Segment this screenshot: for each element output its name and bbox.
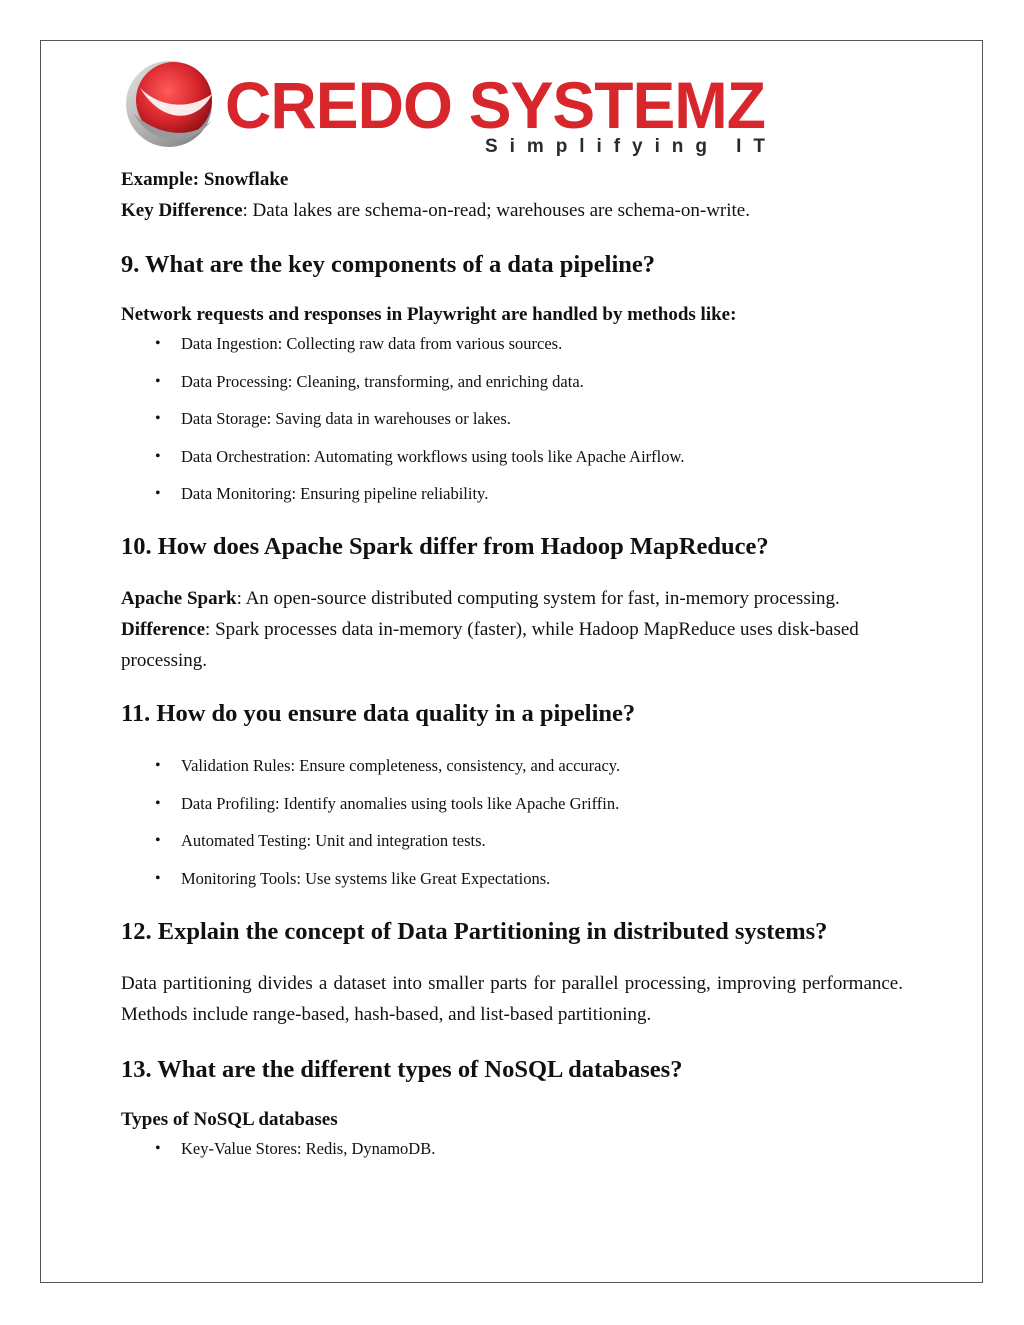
list-item: • Data Monitoring: Ensuring pipeline reliability. (121, 483, 903, 505)
q10-difference-line: Difference: Spark processes data in-memory (faster), while Hadoop MapReduce uses disk-based processing. (121, 619, 859, 671)
q10-heading: 10. How does Apache Spark differ from Hadoop MapReduce? (121, 533, 769, 560)
list-item: • Data Profiling: Identify anomalies using tools like Apache Griffin. (121, 793, 903, 815)
example-line: Example: Snowflake (121, 169, 289, 190)
q11-list (121, 755, 903, 890)
logo-graphic (120, 58, 770, 158)
logo-brand-text: CREDO SYSTEMZ (225, 68, 765, 142)
q9-subheading: Network requests and responses in Playwright are handled by methods like: (121, 304, 737, 325)
list-item: • Data Processing: Cleaning, transforming, and enriching data. (121, 371, 903, 393)
logo-tagline-text: Simplifying IT (485, 136, 765, 157)
list-item: • Data Ingestion: Collecting raw data from various sources. (121, 333, 903, 355)
document-body (121, 164, 903, 1160)
q13-list (121, 1138, 903, 1160)
key-difference-line: Key Difference: Data lakes are schema-on-read; warehouses are schema-on-write. (121, 200, 750, 221)
list-item: • Data Orchestration: Automating workflows using tools like Apache Airflow. (121, 446, 903, 468)
list-item: • Key-Value Stores: Redis, DynamoDB. (121, 1138, 903, 1160)
list-item: • Automated Testing: Unit and integration tests. (121, 830, 903, 852)
q9-heading: 9. What are the key components of a data pipeline? (121, 251, 656, 278)
apache-spark-label: Apache Spark (121, 588, 237, 609)
q13-subheading: Types of NoSQL databases (121, 1108, 338, 1130)
list-item: • Validation Rules: Ensure completeness, consistency, and accuracy. (121, 755, 903, 777)
logo-mark-icon (126, 61, 212, 147)
list-item: • Data Storage: Saving data in warehouses or lakes. (121, 408, 903, 430)
q9-list (121, 333, 903, 505)
credo-systemz-logo (120, 58, 770, 158)
key-difference-label: Key Difference (121, 200, 243, 221)
q10-spark-line: Apache Spark: An open-source distributed computing system for fast, in-memory processing. (121, 588, 840, 609)
list-item: • Monitoring Tools: Use systems like Great Expectations. (121, 868, 903, 890)
q13-heading: 13. What are the different types of NoSQL databases? (121, 1055, 683, 1083)
q12-heading: 12. Explain the concept of Data Partitioning in distributed systems? (121, 917, 828, 945)
q11-heading: 11. How do you ensure data quality in a pipeline? (121, 700, 636, 727)
difference-label: Difference (121, 619, 206, 640)
q12-paragraph: Data partitioning divides a dataset into smaller parts for parallel processing, improving performance. Methods include range-based, hash-based, and list-based partitioning. (121, 972, 903, 1025)
